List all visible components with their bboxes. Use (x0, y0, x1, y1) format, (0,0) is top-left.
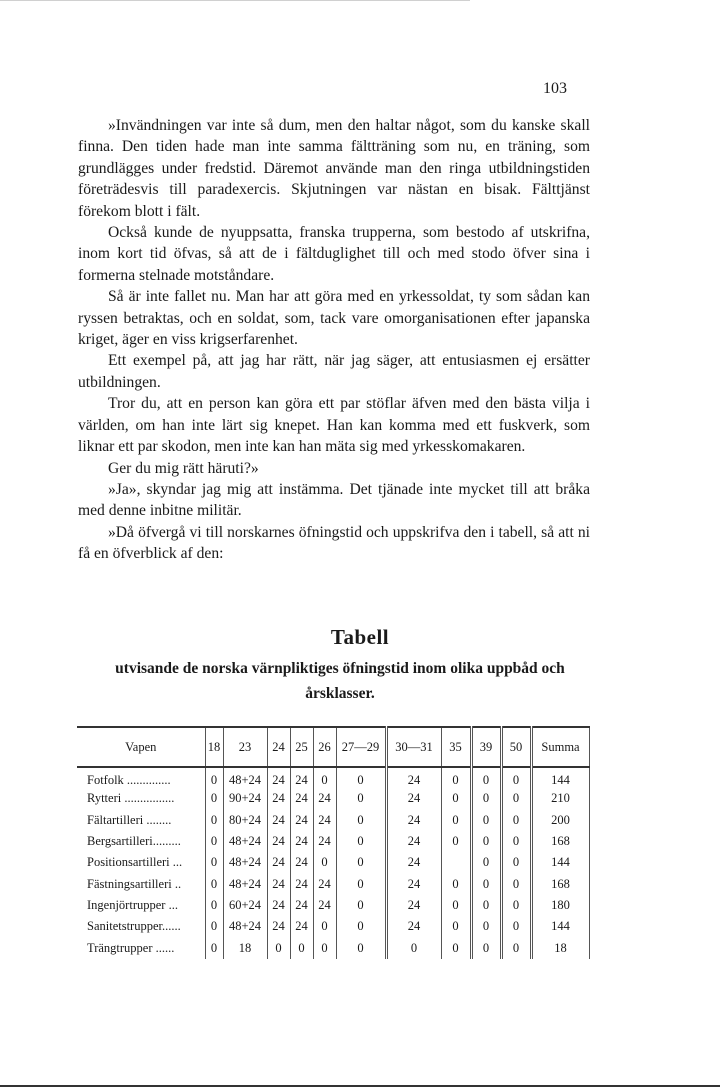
table-cell: 0 (471, 873, 501, 894)
table-cell: 24 (290, 767, 313, 788)
table-cell: 0 (336, 788, 386, 809)
table-cell: 24 (386, 831, 441, 852)
table-cell: 0 (205, 916, 223, 937)
table-cell: 0 (267, 937, 290, 958)
table-cell: 24 (290, 895, 313, 916)
table-cell: 180 (531, 895, 589, 916)
row-label: Rytteri ................ (87, 791, 175, 806)
table-cell: 24 (313, 873, 336, 894)
paragraph: Så är inte fallet nu. Man har att göra med en yrkessoldat, ty som sådan kan ryssen betraktas, och en soldat, som, tack vare omorganisationen efter japanska kriget, äger en viss krigserfarenhet. (78, 288, 590, 349)
header-cell: 23 (223, 727, 267, 767)
table-title: Tabell (330, 625, 390, 649)
table-cell: 0 (205, 873, 223, 894)
table-row (77, 810, 589, 831)
table-cell: 0 (336, 831, 386, 852)
table-cell: 0 (501, 810, 531, 831)
table-cell: 24 (386, 895, 441, 916)
table-cell: 24 (386, 852, 441, 873)
table-cell: 0 (441, 895, 471, 916)
table-cell: 0 (471, 916, 501, 937)
header-cell: 18 (205, 727, 223, 767)
table-cell: 24 (386, 873, 441, 894)
table-cell: 24 (267, 916, 290, 937)
table-cell: 0 (441, 916, 471, 937)
table-cell: 24 (290, 852, 313, 873)
header-cell: Vapen (77, 727, 205, 767)
table-row (77, 873, 589, 894)
table-cell: 0 (501, 873, 531, 894)
table-cell: 0 (501, 916, 531, 937)
table-cell: 0 (313, 767, 336, 788)
table-cell: 0 (336, 895, 386, 916)
table-subtitle: utvisande de norska värnpliktiges öfningstid inom olika uppbåd och årsklasser. (115, 660, 565, 702)
table-cell: 24 (267, 895, 290, 916)
training-table (77, 726, 590, 959)
table-cell: 24 (290, 810, 313, 831)
table-cell: 0 (471, 937, 501, 958)
table-cell: 48+24 (223, 767, 267, 788)
table-cell: 24 (290, 873, 313, 894)
table-cell: 18 (531, 937, 589, 958)
table-cell (441, 852, 471, 873)
table-cell: 0 (501, 937, 531, 958)
header-cell: 25 (290, 727, 313, 767)
table-cell: 24 (290, 916, 313, 937)
table-cell: 24 (386, 916, 441, 937)
table-cell: 24 (290, 831, 313, 852)
table-cell: 200 (531, 810, 589, 831)
table-cell: 0 (336, 810, 386, 831)
table-cell: 48+24 (223, 831, 267, 852)
table-cell: 48+24 (223, 916, 267, 937)
row-label: Fotfolk .............. (87, 773, 171, 788)
table-cell: 0 (471, 831, 501, 852)
table-cell: 24 (267, 831, 290, 852)
table-cell: 24 (267, 873, 290, 894)
table-cell: 0 (441, 873, 471, 894)
table-row (77, 937, 589, 958)
paragraph: »Invändningen var inte så dum, men den haltar något, som du kanske skall finna. Den tiden hade man inte samma fältträning som nu, en träning, som grundlägges under fredstid. Däremot använde man den ringa utbildningstiden företrädesvis till paradexercis. Skjutningen var nästan en bisak. Fälttjänst förekom blott i fält. (78, 117, 590, 220)
header-cell: 30—31 (386, 727, 441, 767)
table-cell: 210 (531, 788, 589, 809)
paragraph: »Ja», skyndar jag mig att instämma. Det tjänade inte mycket till att bråka med denne inbitne militär. (78, 480, 590, 520)
table-cell: 80+24 (223, 810, 267, 831)
table-cell: 0 (441, 767, 471, 788)
table-cell: 0 (205, 810, 223, 831)
table-cell: 0 (205, 788, 223, 809)
paragraph: Ger du mig rätt häruti?» (108, 459, 259, 477)
table-cell: 0 (501, 895, 531, 916)
table-cell: 24 (313, 810, 336, 831)
table-cell: 0 (336, 916, 386, 937)
header-cell: Summa (531, 727, 589, 767)
table-cell: 24 (267, 852, 290, 873)
table-cell: 0 (336, 767, 386, 788)
table-cell: 24 (290, 788, 313, 809)
table-cell: 144 (531, 852, 589, 873)
row-label: Positionsartilleri ... (87, 855, 183, 870)
table-cell: 0 (205, 852, 223, 873)
table-cell: 0 (313, 852, 336, 873)
header-cell: 35 (441, 727, 471, 767)
table-row (77, 831, 589, 852)
table-row (77, 852, 589, 873)
table-cell: 0 (471, 767, 501, 788)
header-cell: 50 (501, 727, 531, 767)
table-cell: 0 (501, 852, 531, 873)
table-cell: 24 (267, 810, 290, 831)
table-row (77, 916, 589, 937)
table-cell: 0 (205, 831, 223, 852)
row-label: Sanitetstrupper...... (87, 919, 181, 934)
table-cell: 0 (336, 873, 386, 894)
table-cell: 0 (205, 767, 223, 788)
row-label: Ingenjörtrupper ... (87, 897, 178, 912)
table-cell: 0 (441, 810, 471, 831)
table-cell: 90+24 (223, 788, 267, 809)
table-cell: 24 (313, 788, 336, 809)
header-cell: 27—29 (336, 727, 386, 767)
table-cell: 0 (205, 895, 223, 916)
table-cell: 0 (471, 810, 501, 831)
header-cell: 24 (267, 727, 290, 767)
table-cell: 0 (313, 916, 336, 937)
table-cell: 168 (531, 873, 589, 894)
table-cell: 0 (441, 937, 471, 958)
row-label: Fältartilleri ........ (87, 812, 172, 827)
table-cell: 24 (313, 895, 336, 916)
table-cell: 0 (471, 895, 501, 916)
table-cell: 0 (336, 852, 386, 873)
bottom-rule (0, 1085, 720, 1087)
table-cell: 18 (223, 937, 267, 958)
table-cell: 0 (290, 937, 313, 958)
table-cell: 24 (386, 767, 441, 788)
table-cell: 0 (471, 788, 501, 809)
top-rule (0, 0, 470, 1)
table-cell: 168 (531, 831, 589, 852)
table-cell: 60+24 (223, 895, 267, 916)
table-cell: 24 (386, 810, 441, 831)
table-cell: 24 (386, 788, 441, 809)
table-cell: 0 (205, 937, 223, 958)
table-row (77, 788, 589, 809)
body-text (78, 115, 590, 565)
table-cell: 0 (501, 788, 531, 809)
table-cell: 0 (441, 831, 471, 852)
table-cell: 0 (313, 937, 336, 958)
table-header-row (77, 727, 589, 767)
paragraph: Ett exempel på, att jag har rätt, när jag säger, att entusiasmen ej ersätter utbildningen. (78, 352, 590, 391)
table-cell: 0 (386, 937, 441, 958)
paragraph: »Då öfvergå vi till norskarnes öfningstid och uppskrifva den i tabell, så att ni få en öfverblick af den: (78, 523, 590, 563)
table-cell: 48+24 (223, 852, 267, 873)
row-label: Fästningsartilleri .. (87, 876, 182, 891)
table-cell: 0 (336, 937, 386, 958)
table-cell: 24 (267, 767, 290, 788)
header-cell: 39 (471, 727, 501, 767)
table-cell: 144 (531, 767, 589, 788)
page-number: 103 (543, 80, 567, 97)
table-row (77, 767, 589, 788)
paragraph: Också kunde de nyuppsatta, franska trupperna, som bestodo af utskrifna, inom kort tid öfvas, så att de i fältduglighet till och med stodo öfver sina i formerna stelnade motståndare. (78, 224, 590, 284)
paragraph: Tror du, att en person kan göra ett par stöflar äfven med den bästa vilja i världen, om han inte lärt sig knepet. Han kan komma med ett fuskverk, som liknar ett par skodon, men inte kan han mäta sig med yrkesskomakaren. (78, 395, 590, 456)
table-cell: 48+24 (223, 873, 267, 894)
table-row (77, 895, 589, 916)
table-cell: 144 (531, 916, 589, 937)
table-cell: 0 (501, 831, 531, 852)
table-cell: 24 (267, 788, 290, 809)
table-cell: 0 (501, 767, 531, 788)
row-label: Trängtrupper ...... (87, 940, 175, 955)
table-cell: 0 (471, 852, 501, 873)
header-cell: 26 (313, 727, 336, 767)
table-cell: 0 (441, 788, 471, 809)
row-label: Bergsartilleri......... (87, 834, 181, 849)
table-cell: 24 (313, 831, 336, 852)
